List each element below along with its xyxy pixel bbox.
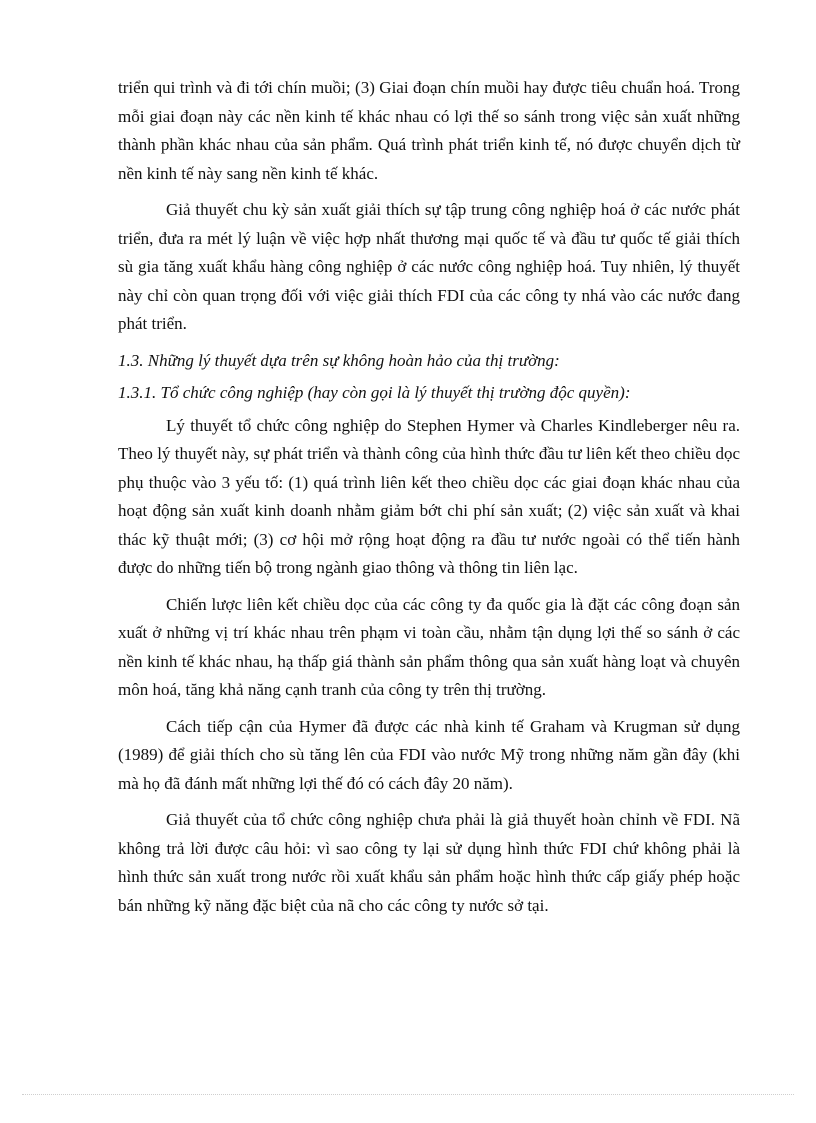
paragraph-hypothesis-limits: Giả thuyết của tổ chức công nghiệp chưa phải là giả thuyết hoàn chỉnh về FDI. Nã không trả lời được câu hỏi: vì sao công ty lại sử dụng hình thức FDI chứ không phải là hình thức sản xuất trong nước rồi xuất khẩu sản phẩm hoặc hình thức cấp giấy phép hoặc bán những kỹ năng đặc biệt của nã cho các công ty nước sở tại.: [118, 810, 740, 915]
paragraph-industrial-organization: Lý thuyết tổ chức công nghiệp do Stephen Hymer và Charles Kindleberger nêu ra. Theo lý thuyết này, sự phát triển và thành công của hình thức đầu tư liên kết theo chiều dọc phụ thuộc vào 3 yếu tố: (1) quá trình liên kết theo chiều dọc các giai đoạn khác nhau của hoạt động sản xuất kinh doanh nhằm giảm bớt chi phí sản xuất; (2) việc sản xuất và khai thác kỹ thuật mới; (3) cơ hội mở rộng hoạt động ra đầu tư nước ngoài có thể tiến hành được do những tiến bộ trong ngành giao thông và thông tin liên lạc.: [118, 415, 740, 577]
footer-divider: [22, 1094, 794, 1095]
section-heading-1-3-1: 1.3.1. Tổ chức công nghiệp (hay còn gọi là lý thuyết thị trường độc quyền):: [118, 383, 631, 402]
document-body: [118, 74, 740, 928]
paragraph-hymer-approach: Cách tiếp cận của Hymer đã được các nhà kinh tế Graham và Krugman sử dụng (1989) để giải thích cho sù tăng lên của FDI vào nước Mỹ trong những năm gần đây (khi mà họ đã đánh mất những lợi thế đó có cách đây 20 năm).: [118, 716, 740, 793]
paragraph-continuation: triển qui trình và đi tới chín muồi; (3) Giai đoạn chín muồi hay được tiêu chuẩn hoá. Trong mỗi giai đoạn này các nền kinh tế khác nhau có lợi thế so sánh trong việc sản xuất những thành phần khác nhau của sản phẩm. Quá trình phát triển kinh tế, nó được chuyển dịch từ nền kinh tế này sang nền kinh tế khác.: [118, 78, 740, 183]
paragraph-vertical-integration: Chiến lược liên kết chiều dọc của các công ty đa quốc gia là đặt các công đoạn sản xuất ở những vị trí khác nhau trên phạm vi toàn cầu, nhằm tận dụng lợi thế so sánh ở các nền kinh tế khác nhau, hạ thấp giá thành sản phẩm thông qua sản xuất hàng loạt và chuyên môn hoá, tăng khả năng cạnh tranh của công ty trên thị trường.: [118, 594, 740, 699]
section-heading-1-3: 1.3. Những lý thuyết dựa trên sự không hoàn hảo của thị trường:: [118, 350, 560, 370]
paragraph-product-cycle: Giả thuyết chu kỳ sản xuất giải thích sự tập trung công nghiệp hoá ở các nước phát triển, đưa ra mét lý luận về việc hợp nhất thương mại quốc tế và đầu tư quốc tế giải thích sù gia tăng xuất khẩu hàng công nghiệp ở các nước công nghiệp hoá. Tuy nhiên, lý thuyết này chỉ còn quan trọng đối với việc giải thích FDI của các công ty nhá vào các nước đang phát triển.: [118, 200, 740, 333]
